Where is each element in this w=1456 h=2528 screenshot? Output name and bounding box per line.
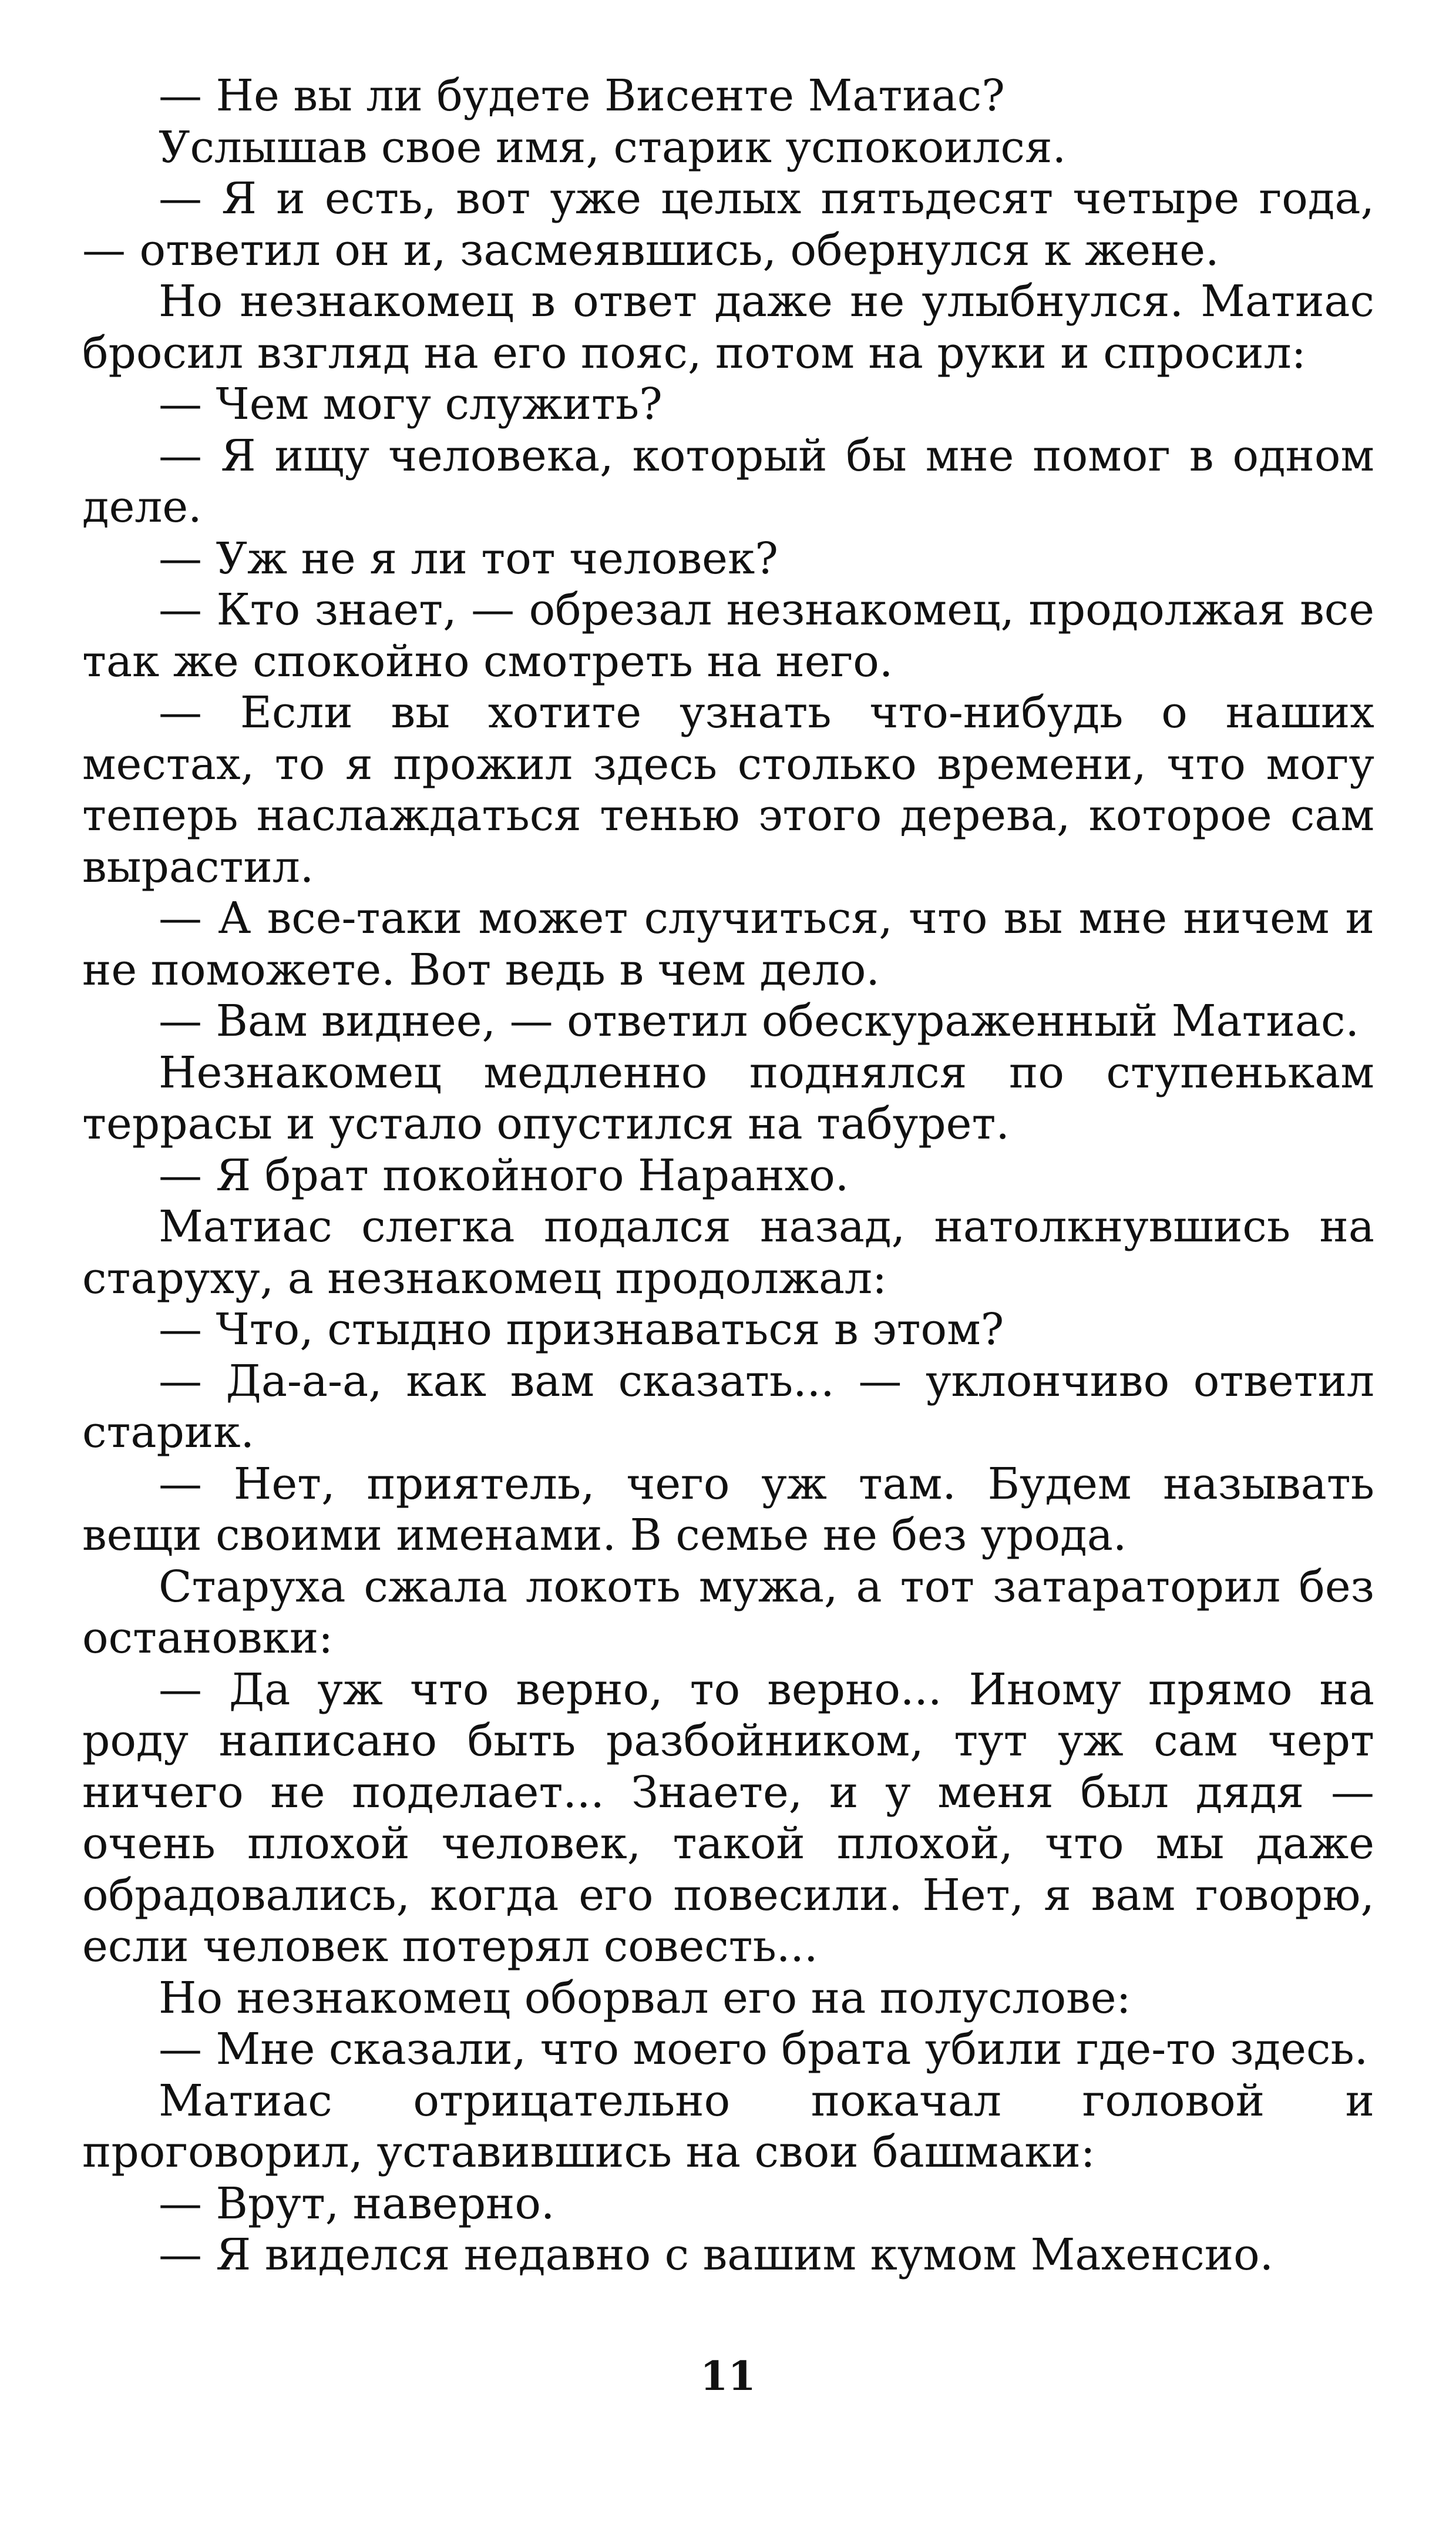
body-text (82, 70, 1374, 2281)
paragraph: — Я брат покойного Наранхо. (159, 1150, 849, 1201)
paragraph: — Не вы ли будете Висенте Матиас? (159, 70, 1005, 121)
paragraph: — Если вы хотите узнать что-нибудь о наших местах, то я прожил здесь столько времени, что могу теперь наслаждаться тенью этого дерева, которое сам вырастил. (82, 687, 1374, 892)
paragraph: Но незнакомец оборвал его на полуслове: (159, 1972, 1131, 2023)
paragraph: — Я виделся недавно с вашим кумом Махенсио. (159, 2230, 1274, 2280)
paragraph: — Врут, наверно. (159, 2178, 555, 2229)
paragraph: — Да-а-а, как вам сказать... — уклончиво ответил старик. (82, 1355, 1374, 1458)
paragraph: — Вам виднее, — ответил обескураженный Матиас. (159, 996, 1359, 1046)
paragraph: — Да уж что верно, то верно... Иному прямо на роду написано быть разбойником, тут уж сам черт ничего не поделает... Знаете, и у меня был дядя — очень плохой человек, такой плохой, что мы даже обрадовались, когда его повесили. Нет, я вам говорю, если человек потерял совесть... (82, 1664, 1374, 1972)
paragraph: — Уж не я ли тот человек? (159, 533, 778, 584)
paragraph: Матиас отрицательно покачал головой и проговорил, уставившись на свои башмаки: (82, 2075, 1374, 2177)
paragraph: — Мне сказали, что моего брата убили где-то здесь. (159, 2024, 1368, 2074)
paragraph: — Я и есть, вот уже целых пятьдесят четыре года, — ответил он и, засмеявшись, обернулся к жене. (82, 173, 1374, 276)
paragraph: — Я ищу человека, который бы мне помог в одном деле. (82, 430, 1374, 532)
paragraph: — Кто знает, — обрезал незнакомец, продолжая все так же спокойно смотреть на него. (82, 585, 1374, 687)
page-number: 11 (700, 2353, 756, 2400)
paragraph: Незнакомец медленно поднялся по ступенькам террасы и устало опустился на табурет. (82, 1047, 1374, 1149)
paragraph: Услышав свое имя, старик успокоился. (159, 122, 1067, 173)
paragraph: Матиас слегка подался назад, натолкнувшись на старуху, а незнакомец продолжал: (82, 1201, 1374, 1304)
paragraph: — Чем могу служить? (159, 379, 663, 429)
paragraph: — Нет, приятель, чего уж там. Будем называть вещи своими именами. В семье не без урода. (82, 1458, 1374, 1560)
paragraph: Но незнакомец в ответ даже не улыбнулся. Матиас бросил взгляд на его пояс, потом на руки и спросил: (82, 276, 1374, 378)
paragraph: — Что, стыдно признаваться в этом? (159, 1304, 1004, 1355)
paragraph: Старуха сжала локоть мужа, а тот затараторил без остановки: (82, 1561, 1374, 1663)
paragraph: — А все-таки может случиться, что вы мне ничем и не поможете. Вот ведь в чем дело. (82, 893, 1374, 995)
